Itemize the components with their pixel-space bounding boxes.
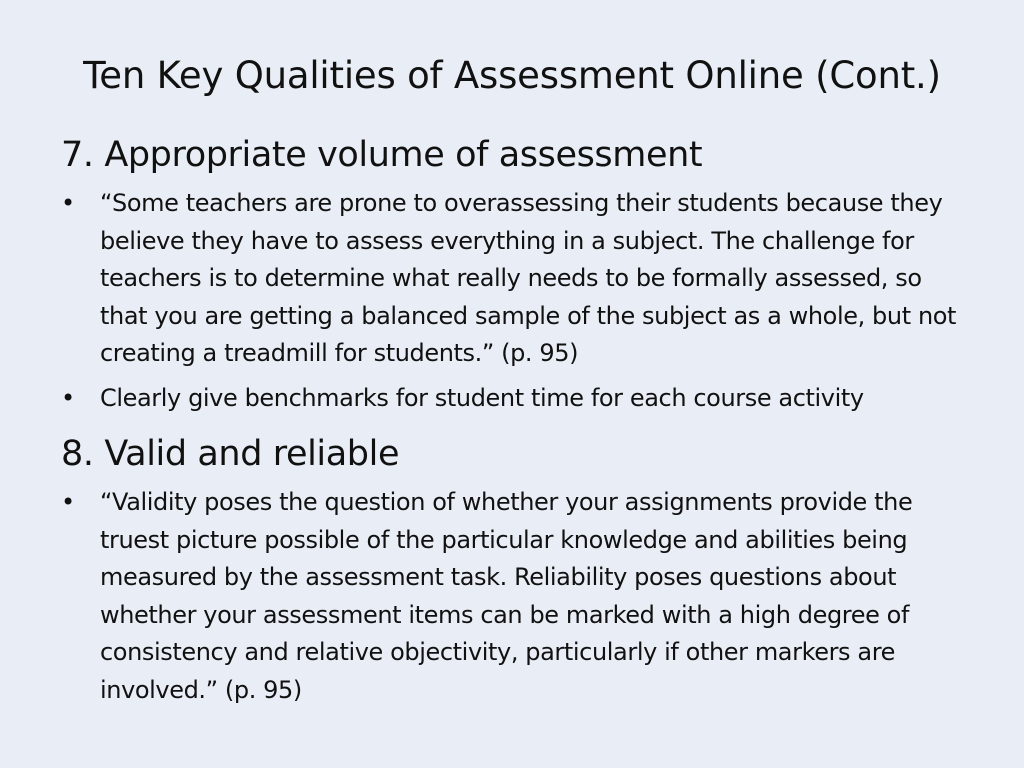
slide-title: Ten Key Qualities of Assessment Online (Cont.) <box>83 54 941 97</box>
bullet-text: “Validity poses the question of whether your assignments provide the truest picture possible of the particular knowledge and abilities being measured by the assessment task. Reliability poses questions about whether your assessment items can be marked with a high degree of consistency and relative objectivity, particularly if other markers are involved.” (p. 95) <box>100 488 913 704</box>
section-heading-7: 7. Appropriate volume of assessment <box>61 135 703 175</box>
bullet-item <box>61 185 971 373</box>
bullet-icon: • <box>61 189 76 217</box>
bullet-icon: • <box>61 488 76 516</box>
bullet-text: Clearly give benchmarks for student time for each course activity <box>100 384 864 412</box>
section-heading-8: 8. Valid and reliable <box>61 434 400 474</box>
bullet-icon: • <box>61 384 76 412</box>
bullet-item <box>61 380 971 418</box>
bullet-text: “Some teachers are prone to overassessing their students because they believe they have to assess everything in a subject. The challenge for teachers is to determine what really needs to be formally assessed, so that you are getting a balanced sample of the subject as a whole, but not creating a treadmill for students.” (p. 95) <box>100 189 957 367</box>
bullet-item <box>61 484 971 709</box>
